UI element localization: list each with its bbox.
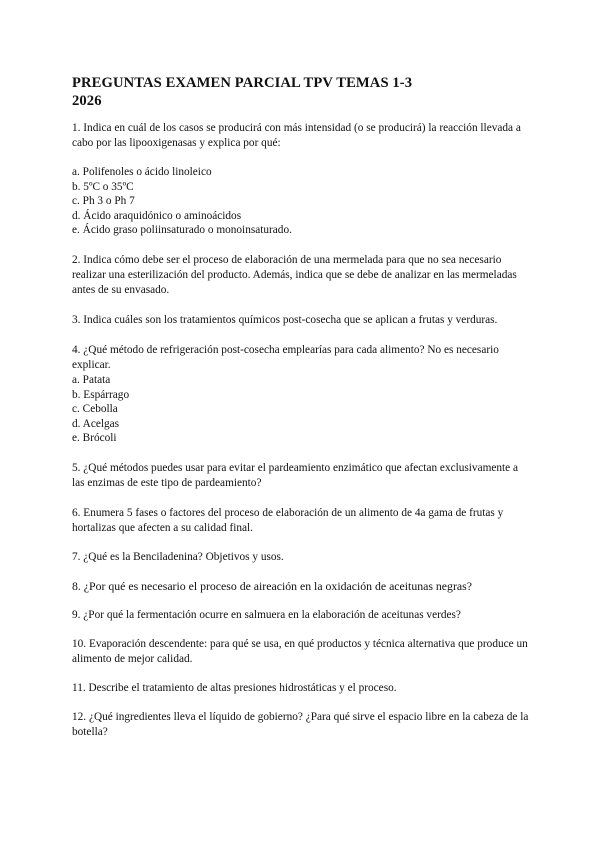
question-2 [72,253,532,298]
question-9 [72,608,532,623]
option-item: b. Espárrago [72,388,130,401]
question-text: 2. Indica cómo debe ser el proceso de elaboración de una mermelada para que no sea necesario realizar una esterilización del producto. Además, indica que se debe de analizar en las mermeladas antes de su envasado. [72,253,517,296]
option-item: d. Acelgas [72,417,120,430]
question-8 [72,579,532,594]
option-item: a. Polifenoles o ácido linoleico [72,166,212,178]
question-text: 1. Indica en cuál de los casos se producirá con más intensidad (o se producirá) la reacción llevada a cabo por las lipooxigenasas y explica por qué: [72,122,521,149]
question-text: 5. ¿Qué métodos puedes usar para evitar el pardeamiento enzimático que afectan exclusivamente a las enzimas de este tipo de pardeamiento? [72,461,519,489]
option-item: d. Ácido araquidónico o aminoácidos [72,209,242,222]
question-text: 10. Evaporación descendente: para qué se usa, en qué productos y técnica alternativa que produce un alimento de mejor calidad. [72,637,528,665]
question-text: 12. ¿Qué ingredientes lleva el líquido de gobierno? ¿Para qué sirve el espacio libre en la cabeza de la botella? [72,710,529,738]
option-item: b. 5ºC o 35ºC [72,180,134,193]
question-5 [72,461,532,491]
question-text: 8. ¿Por qué es necesario el proceso de aireación en la oxidación de aceitunas negras? [72,578,472,593]
question-text: 6. Enumera 5 fases o factores del proceso de elaboración de un alimento de 4a gama de frutas y hortalizas que afecten a su calidad final. [72,506,504,534]
question-11 [72,681,532,696]
question-text: 11. Describe el tratamiento de altas presiones hidrostáticas y el proceso. [72,681,397,694]
title-line-2: 2026 [72,93,102,109]
title-line-1: PREGUNTAS EXAMEN PARCIAL TPV TEMAS 1-3 [72,75,413,91]
option-item: a. Patata [72,373,111,386]
question-3 [72,313,532,328]
question-4 [72,343,532,446]
questions-list [72,121,532,740]
question-1-options [72,165,532,238]
question-text: 4. ¿Qué método de refrigeración post-cosecha emplearías para cada alimento? No es necesario explicar. [72,343,499,371]
question-7 [72,550,532,565]
option-item: c. Ph 3 o Ph 7 [72,195,135,208]
question-6 [72,506,532,536]
document-title [72,74,542,110]
option-item: e. Ácido graso poliinsaturado o monoinsaturado. [72,224,292,237]
question-1 [72,121,532,151]
question-text: 3. Indica cuáles son los tratamientos químicos post-cosecha que se aplican a frutas y verduras. [72,313,498,326]
option-item: c. Cebolla [72,403,118,416]
question-10 [72,637,532,667]
question-12 [72,710,532,740]
question-text: 7. ¿Qué es la Benciladenina? Objetivos y usos. [72,550,284,563]
question-text: 9. ¿Por qué la fermentación ocurre en salmuera en la elaboración de aceitunas verdes? [72,608,461,621]
option-item: e. Brócoli [72,432,117,445]
